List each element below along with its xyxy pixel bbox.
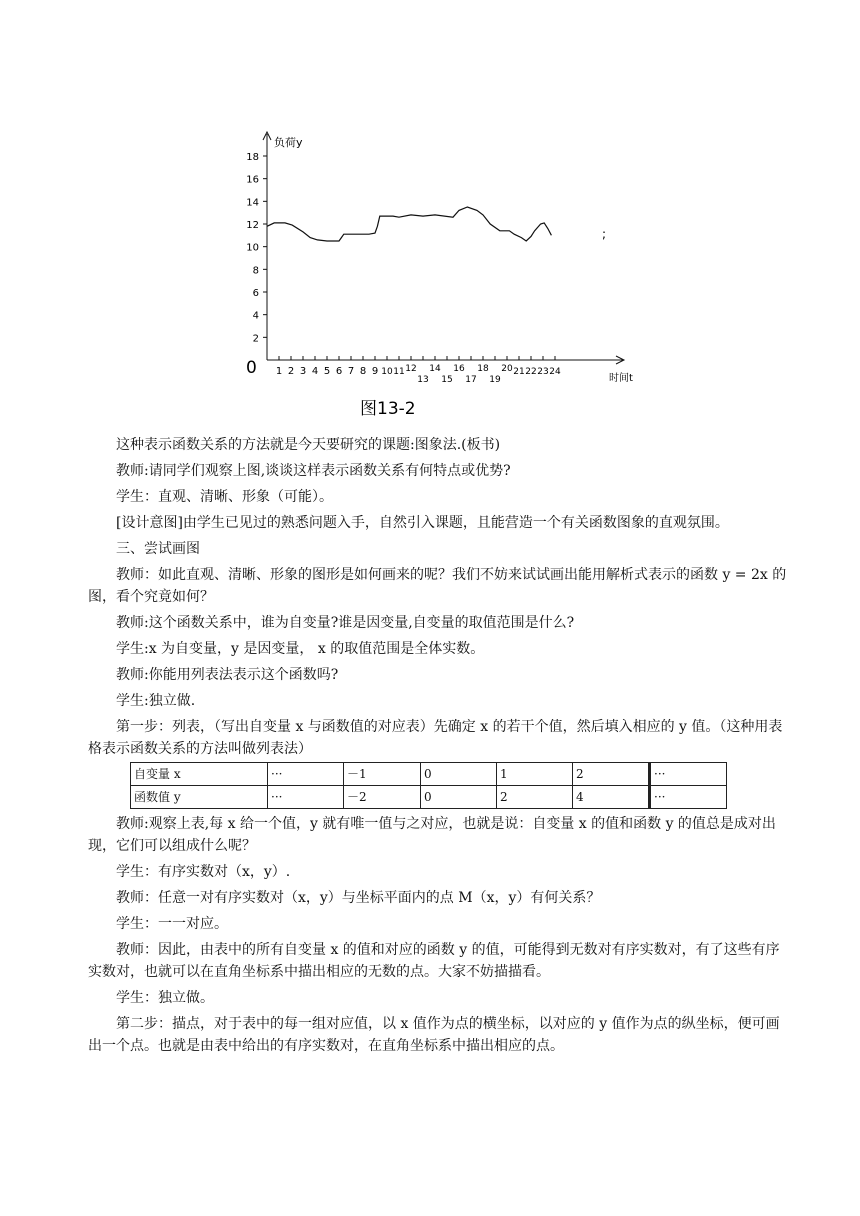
x-tick-label: 11 bbox=[393, 367, 405, 377]
figure-caption: 图13-2 bbox=[360, 399, 416, 419]
paragraph: 教师：任意一对有序实数对（x，y）与坐标平面内的点 M（x，y）有何关系？ bbox=[116, 890, 601, 906]
x-tick-label: 4 bbox=[311, 366, 319, 377]
body-text bbox=[88, 434, 788, 1057]
x-tick-label: 21 bbox=[513, 367, 525, 377]
y-tick-label: 12 bbox=[246, 220, 259, 231]
paragraph: 教师：如此直观、清晰、形象的图形是如何画来的呢？我们不妨来试试画出能用解析式表示的函数 y = 2x 的图，看个究竟如何？ bbox=[88, 567, 787, 605]
x-tick-label: 15 bbox=[441, 375, 453, 385]
paragraph: 教师：因此，由表中的所有自变量 x 的值和对应的函数 y 的值，可能得到无数对有序实数对，有了这些有序实数对，也就可以在直角坐标系中描出相应的无数的点。大家不妨描描看。 bbox=[88, 942, 780, 980]
paragraph: 第二步：描点，对于表中的每一组对应值，以 x 值作为点的横坐标，以对应的 y 值作为点的纵坐标，便可画出一个点。也就是由表中给出的有序实数对，在直角坐标系中描出相应的点。 bbox=[88, 1016, 780, 1054]
y-tick-label: 4 bbox=[252, 310, 259, 322]
table-cell: 2 bbox=[573, 763, 650, 786]
y-tick-label: 2 bbox=[252, 333, 259, 345]
paragraph: 教师:这个函数关系中，谁为自变量?谁是因变量,自变量的取值范围是什么? bbox=[116, 615, 575, 631]
paragraph: 教师:观察上表,每 x 给一个值，y 就有唯一值与之对应，也就是说：自变量 x 的值和函数 y 的值总是成对出现，它们可以组成什么呢？ bbox=[88, 816, 776, 854]
table-cell: ··· bbox=[268, 786, 344, 809]
paragraph: 教师:你能用列表法表示这个函数吗? bbox=[116, 667, 339, 683]
x-tick-label: 7 bbox=[347, 366, 355, 377]
table-cell: －2 bbox=[344, 786, 421, 809]
table-cell: 函数值 y bbox=[131, 786, 268, 809]
x-tick-label: 12 bbox=[405, 364, 417, 374]
y-tick-label: 8 bbox=[252, 265, 259, 277]
paragraph: 学生：有序实数对（x，y）. bbox=[116, 864, 291, 880]
y-tick-label: 10 bbox=[246, 242, 259, 254]
paragraph: 教师:请同学们观察上图,谈谈这样表示函数关系有何特点或优势? bbox=[116, 463, 511, 479]
paragraph: 学生：直观、清晰、形象（可能）。 bbox=[116, 489, 333, 505]
y-tick-label: 6 bbox=[252, 288, 259, 299]
table-cell: 4 bbox=[573, 786, 650, 809]
function-value-table bbox=[130, 762, 727, 809]
x-tick-label: 22 bbox=[525, 367, 537, 377]
paragraph: 这种表示函数关系的方法就是今天要研究的课题:图象法.(板书) bbox=[116, 437, 501, 453]
x-axis-label: 时间t bbox=[609, 373, 633, 384]
table-cell: ··· bbox=[650, 786, 727, 809]
x-tick-label: 24 bbox=[549, 367, 561, 377]
paragraph: 第一步：列表，（写出自变量 x 与函数值的对应表）先确定 x 的若干个值，然后填入相应的 y 值。（这种用表格表示函数关系的方法叫做列表法） bbox=[88, 719, 783, 757]
x-tick-label: 9 bbox=[371, 366, 379, 377]
x-tick-label: 20 bbox=[501, 364, 513, 374]
x-tick-label: 10 bbox=[381, 367, 393, 377]
x-tick-label: 19 bbox=[489, 375, 501, 385]
paragraph: 学生：独立做。 bbox=[116, 990, 214, 1006]
table-cell: 0 bbox=[421, 786, 497, 809]
x-tick-label: 3 bbox=[299, 366, 307, 377]
x-tick-label: 23 bbox=[537, 367, 549, 377]
x-tick-label: 2 bbox=[287, 366, 295, 377]
x-tick-label: 8 bbox=[359, 366, 367, 377]
table-cell: ··· bbox=[268, 763, 344, 786]
x-tick-label: 1 bbox=[275, 366, 283, 377]
table-cell: 1 bbox=[497, 763, 573, 786]
table-cell: －1 bbox=[344, 763, 421, 786]
y-ticks bbox=[246, 152, 267, 344]
x-tick-label: 14 bbox=[429, 364, 441, 374]
load-time-chart bbox=[230, 120, 650, 420]
chart-axes bbox=[263, 132, 624, 364]
x-tick-label: 5 bbox=[323, 366, 331, 377]
table-cell: 0 bbox=[421, 763, 497, 786]
paragraph: [设计意图]由学生已见过的熟悉问题入手，自然引入课题，且能营造一个有关函数图象的直观氛围。 bbox=[116, 515, 729, 531]
y-tick-label: 18 bbox=[246, 152, 259, 163]
y-tick-label: 14 bbox=[246, 197, 259, 209]
y-tick-label: 16 bbox=[246, 174, 259, 186]
x-tick-label: 17 bbox=[465, 375, 477, 385]
paragraph: 学生:独立做. bbox=[116, 693, 196, 709]
x-tick-label: 13 bbox=[417, 375, 429, 385]
load-series-line bbox=[267, 207, 551, 241]
x-tick-label: 16 bbox=[453, 364, 465, 374]
paragraph: 学生：一一对应。 bbox=[116, 916, 228, 932]
table-cell: 2 bbox=[497, 786, 573, 809]
origin-label: 0 bbox=[246, 358, 257, 378]
table-cell: 自变量 x bbox=[131, 763, 268, 786]
table-row bbox=[131, 786, 727, 809]
y-axis-label: 负荷y bbox=[274, 136, 303, 149]
table-row bbox=[131, 763, 727, 786]
paragraph: 学生:x 为自变量，y 是因变量， x 的取值范围是全体实数。 bbox=[116, 641, 485, 657]
stray-mark: ; bbox=[602, 227, 607, 241]
table-cell: ··· bbox=[650, 763, 727, 786]
section-heading: 三、尝试画图 bbox=[116, 541, 200, 557]
x-tick-label: 18 bbox=[477, 364, 489, 374]
x-tick-label: 6 bbox=[335, 366, 343, 377]
